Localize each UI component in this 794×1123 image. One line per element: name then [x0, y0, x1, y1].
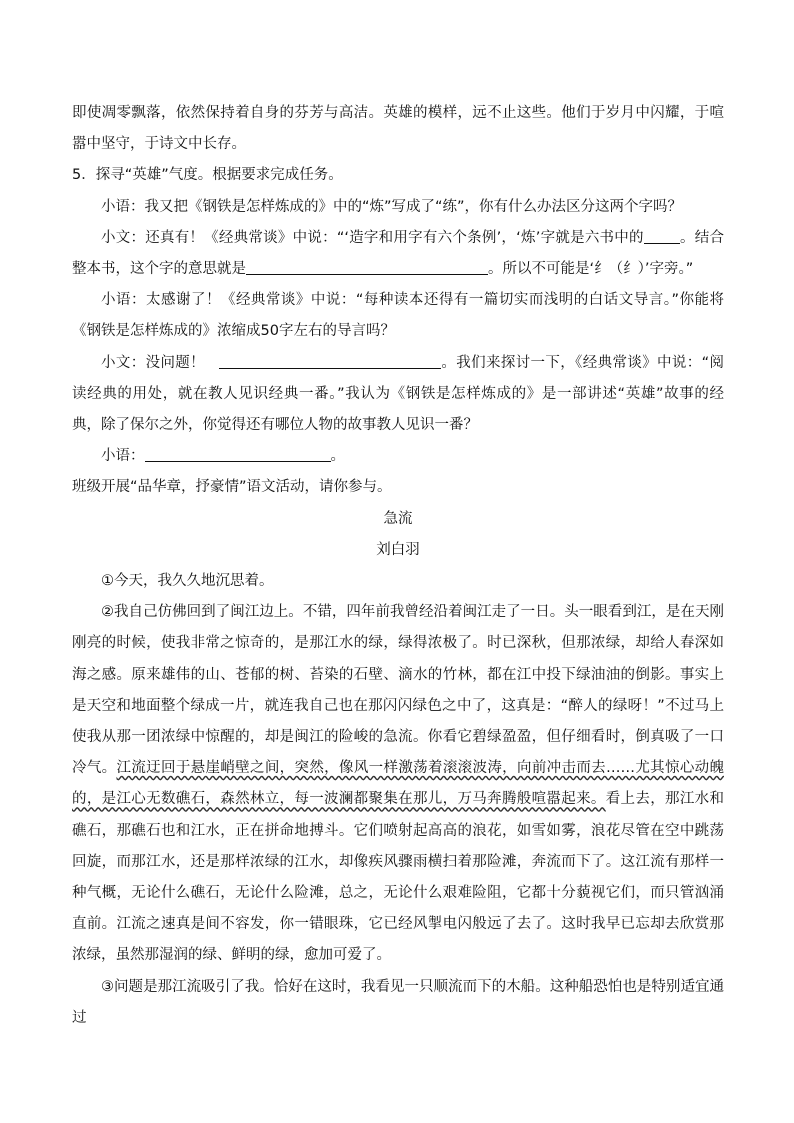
- intro-paragraph: 即使凋零飘落，依然保持着自身的芬芳与高洁。英雄的模样，远不止这些。他们于岁月中闪耀，于喧嚣中坚守，于诗文中长存。: [72, 105, 724, 153]
- article-title: 急流: [383, 510, 413, 527]
- article-author: 刘白羽: [376, 541, 420, 558]
- article-paragraph-2: [72, 597, 724, 971]
- dialogue-line-3: 小语：太感谢了！《经典常谈》中说：“每种读本还得有一篇切实而浅明的白话文导言。”你能将《钢铁是怎样炼成的》浓缩成50字左右的导言吗？: [72, 292, 724, 340]
- wavy-underlined-sentence: 江流迂回于悬崖峭壁之间，突然，像风一样激荡着滚滚波涛，向前冲击而去……尤其惊心动魄的，是江心无数礁石，森然林立，每一波澜都聚集在那儿，万马奔腾般喧嚣起来。: [72, 760, 724, 808]
- answer-blank-meaning[interactable]: [246, 273, 488, 275]
- dialogue-line-5-part-a: 小语：: [101, 448, 145, 465]
- dialogue-line-1: 小语：我又把《钢铁是怎样炼成的》中的“炼”写成了“练”，你有什么办法区分这两个字吗？: [101, 198, 683, 215]
- article-paragraph-2-part-a: ②我自己仿佛回到了闽江边上。不错，四年前我曾经沿着闽江走了一日。头一眼看到江，是在天刚刚亮的时候，使我非常之惊奇的，是那江水的绿，绿得浓极了。时已深秋，但那浓绿，却给人春深如海之感。原来雄伟的山、苍郁的树、苔染的石壁、滴水的竹林，都在江中投下绿油油的倒影。事实上是天空和地面整个绿成一片，就连我自己也在那闪闪绿色之中了，这真是：“醉人的绿呀！”不过马上使我从那一团浓绿中惊醒的，却是闽江的险峻的急流。你看它碧绿盈盈，但仔细看时，倒真吸了一口冷气。: [72, 604, 724, 777]
- answer-blank-liushu[interactable]: [644, 242, 680, 244]
- article-paragraph-2-part-b: 看上去，那江水和礁石，那礁石也和江水，正在拼命地搏斗。它们喷射起高高的浪花，如雪如雾，浪花尽管在空中跳荡回旋，而那江水，还是那样浓绿的江水，却像疾风骤雨横扫着那险滩，奔流而下了。这江流有那样一种气概，无论什么礁石，无论什么险滩，总之，无论什么艰难险阻，它都十分藐视它们，而只管汹涌直前。江流之速真是间不容发，你一错眼珠，它已经风掣电闪般远了去了。这时我早已忘却去欣赏那浓绿，虽然那湿润的绿、鲜明的绿，愈加可爱了。: [72, 791, 724, 964]
- answer-blank-hero[interactable]: [145, 460, 331, 462]
- document-page: [72, 98, 724, 1034]
- dialogue-line-4-part-a: 小文：没问题！: [101, 354, 206, 371]
- dialogue-line-2-part-c: 。所以不可能是‘纟（纟）’字旁。”: [488, 261, 694, 278]
- article-paragraph-1: ①今天，我久久地沉思着。: [101, 573, 274, 590]
- dialogue-line-4: [72, 348, 724, 442]
- dialogue-line-2-part-a: 小文：还真有！《经典常谈》中说：“‘造字和用字有六个条例’，‘炼’字就是六书中的: [101, 229, 644, 246]
- dialogue-line-5-part-b: 。: [330, 448, 345, 465]
- dialogue-line-2-part-b: 。结合整本书，这个字的意思就是: [72, 229, 724, 278]
- dialogue-line-5: [72, 441, 724, 472]
- answer-blank-intro[interactable]: [219, 367, 441, 369]
- question-5-heading: 5．探寻“英雄”气度。根据要求完成任务。: [72, 167, 343, 184]
- dialogue-line-2: [72, 223, 724, 285]
- dialogue-line-4-part-b: 。我们来探讨一下，《经典常谈》中说：“阅读经典的用处，就在教人见识经典一番。”我认为《钢铁是怎样炼成的》是一部讲述“英雄”故事的经典，除了保尔之外，你觉得还有哪位人物的故事教人见识一番？: [72, 354, 725, 434]
- article-paragraph-3: ③问题是那江流吸引了我。恰好在这时，我看见一只顺流而下的木船。这种船恐怕也是特别适宜通过: [72, 978, 724, 1026]
- activity-intro: 班级开展“品华章，抒豪情”语文活动，请你参与。: [72, 479, 392, 496]
